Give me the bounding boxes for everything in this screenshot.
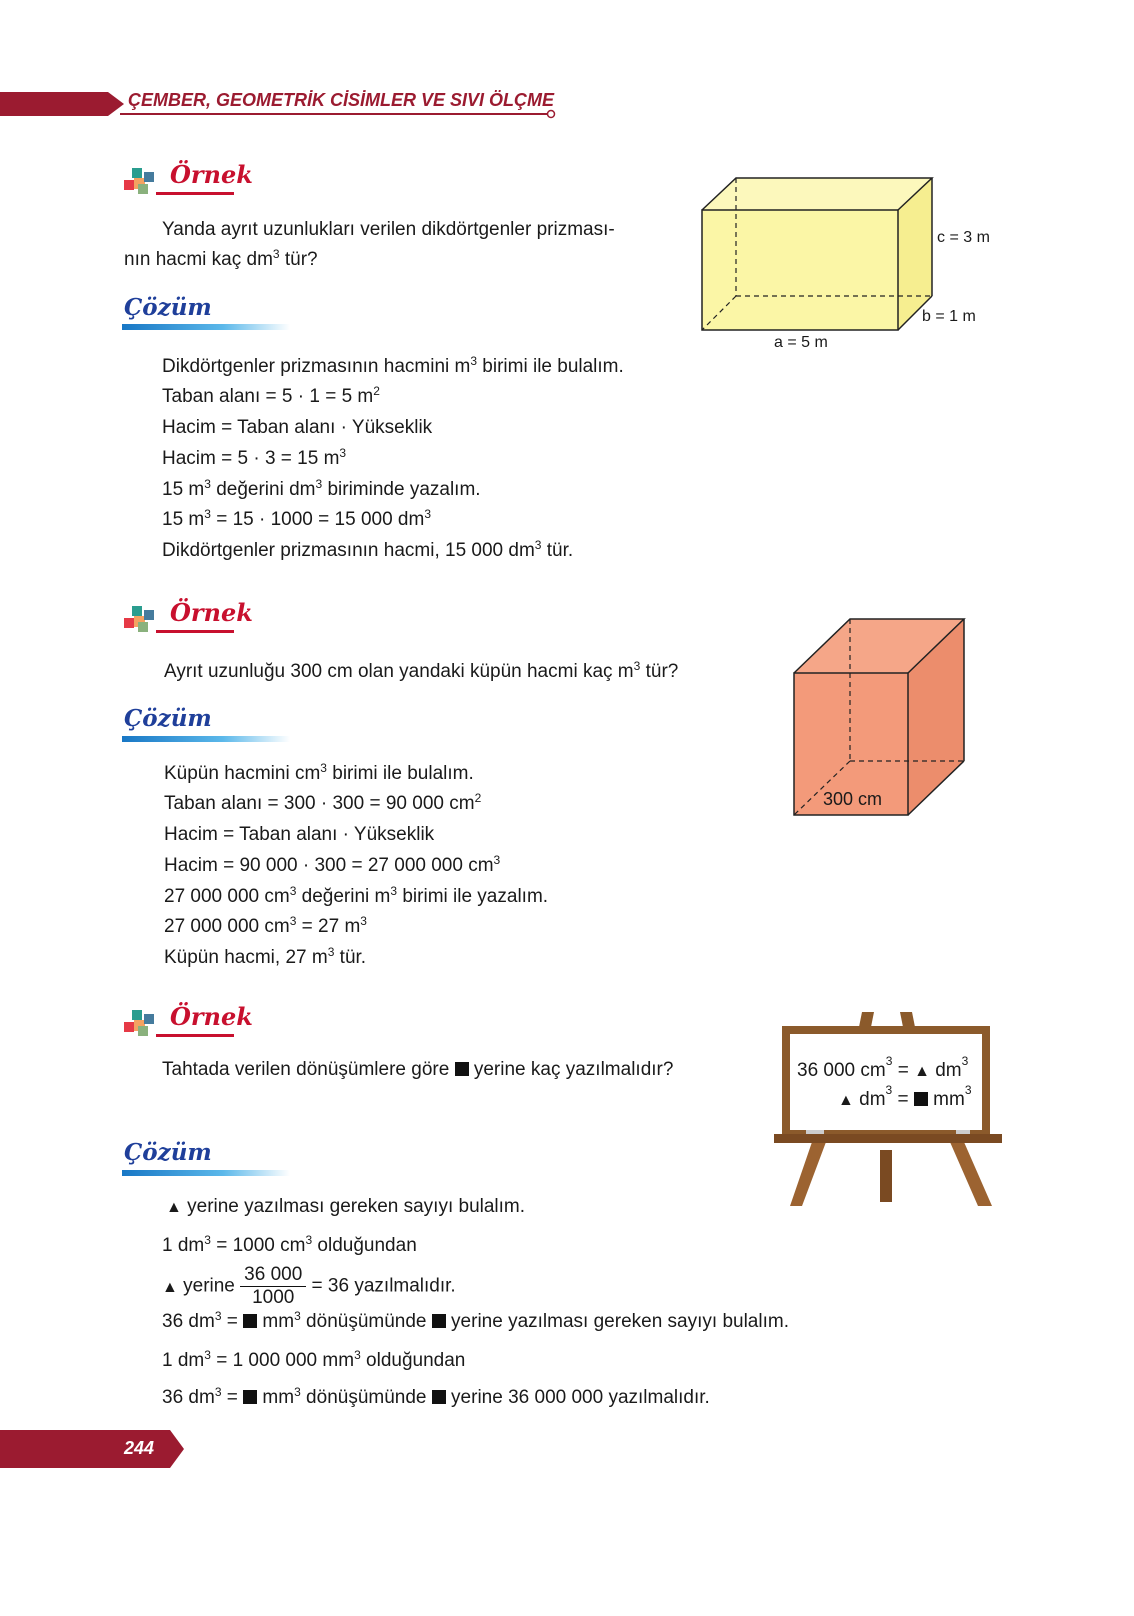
ex1-step-1: Dikdörtgenler prizmasının hacmini $m^3$ birimi ile bulalım. xyxy=(162,354,624,377)
fraction: $\frac{36 000}{1000}$ xyxy=(240,1264,306,1309)
ex2-step-4: Hacim = 90 000 · 300 = 27 000 000 $cm^3$ xyxy=(164,853,501,876)
triangle-icon: ▲ xyxy=(162,1278,178,1296)
cozum-label-2: Çözüm xyxy=(124,705,212,732)
ex2-question: Ayrıt uzunluğu 300 cm olan yandaki küpün hacmi kaç $m^3$ tür? xyxy=(164,659,679,682)
ornek-label-2: Örnek xyxy=(170,598,253,627)
square-icon xyxy=(432,1314,446,1328)
chapter-title: ÇEMBER, GEOMETRİK CİSİMLER VE SIVI ÖLÇME xyxy=(128,90,555,110)
ex3-step-6: 36 $dm^3 = mm^3$ dönüşümünde yerine 36 000 000 yazılmalıdır. xyxy=(162,1385,710,1408)
board-line-2: ▲ $dm^3 = mm^3$ xyxy=(838,1083,972,1110)
ex2-step-2: Taban alanı = 300 · 300 = 90 000 $cm^2$ xyxy=(164,791,482,814)
square-icon xyxy=(243,1390,257,1404)
cube-edge-label: 300 cm xyxy=(823,789,883,809)
ex2-step-6: 27 000 000 $cm^3 = 27$ $m^3$ xyxy=(164,914,367,937)
ex1-step-2: Taban alanı = 5 · 1 = 5 $m^2$ xyxy=(162,384,380,407)
ex3-step-3: ▲ yerine $\frac{36 000}{1000}$ = 36 yazılmalıdır. xyxy=(162,1264,456,1308)
triangle-icon: ▲ xyxy=(914,1063,930,1080)
cubes-icon xyxy=(122,604,158,634)
ex3-step-4: 36 $dm^3 = mm^3$ dönüşümünde yerine yazılması gereken sayıyı bulalım. xyxy=(162,1309,789,1332)
label-b: b = 1 m xyxy=(922,308,976,325)
square-icon xyxy=(455,1062,469,1076)
cozum-label-3: Çözüm xyxy=(124,1139,212,1166)
cozum-label-1: Çözüm xyxy=(124,294,212,321)
rectangular-prism-figure xyxy=(700,174,940,334)
ornek-label-3: Örnek xyxy=(170,1002,253,1031)
cubes-icon xyxy=(122,166,158,196)
ex3-step-5: 1 $dm^3 = 1$ 000 000 $mm^3$ olduğundan xyxy=(162,1348,466,1371)
ex2-step-3: Hacim = Taban alanı · Yükseklik xyxy=(164,824,435,845)
ex2-step-5: 27 000 000 $cm^3$ değerini $m^3$ birimi ile yazalım. xyxy=(164,884,549,907)
page-number-tab xyxy=(0,1430,186,1468)
square-icon xyxy=(914,1092,928,1106)
square-icon xyxy=(432,1390,446,1404)
page-number: 244 xyxy=(124,1438,155,1458)
label-a: a = 5 m xyxy=(774,334,828,351)
ex1-step-4: Hacim = 5 · 3 = 15 $m^3$ xyxy=(162,446,347,469)
triangle-icon: ▲ xyxy=(166,1199,182,1216)
label-c: c = 3 m xyxy=(937,229,990,246)
ex1-question-line1: Yanda ayrıt uzunlukları verilen dikdörtgenler prizması- xyxy=(162,219,615,240)
ornek-label-1: Örnek xyxy=(170,160,253,189)
ex1-step-3: Hacim = Taban alanı · Yükseklik xyxy=(162,417,433,438)
ex3-step-1: ▲ yerine yazılması gereken sayıyı bulalım. xyxy=(166,1195,525,1220)
ex1-step-7: Dikdörtgenler prizmasının hacmi, 15 000 $dm^3$ tür. xyxy=(162,538,574,561)
cubes-icon xyxy=(122,1008,158,1038)
square-icon xyxy=(243,1314,257,1328)
ex3-question: Tahtada verilen dönüşümlere göre yerine kaç yazılmalıdır? xyxy=(162,1059,674,1080)
ex1-question-line2: nın hacmi kaç $dm^3$ tür? xyxy=(124,247,318,270)
ex1-step-6: 15 $m^3 = 15 \cdot 1000 = 15$ 000 $dm^3$ xyxy=(162,507,432,530)
ex2-step-1: Küpün hacmini $cm^3$ birimi ile bulalım. xyxy=(164,761,474,784)
ex1-step-5: 15 $m^3$ değerini $dm^3$ biriminde yazalım. xyxy=(162,477,481,500)
ex2-step-7: Küpün hacmi, 27 $m^3$ tür. xyxy=(164,945,367,968)
triangle-icon: ▲ xyxy=(838,1092,854,1109)
ex3-step-2: 1 $dm^3 = 1000$ $cm^3$ olduğundan xyxy=(162,1233,417,1256)
board-line-1: 36 000 $cm^3$ = ▲ $dm^3$ xyxy=(797,1054,969,1081)
